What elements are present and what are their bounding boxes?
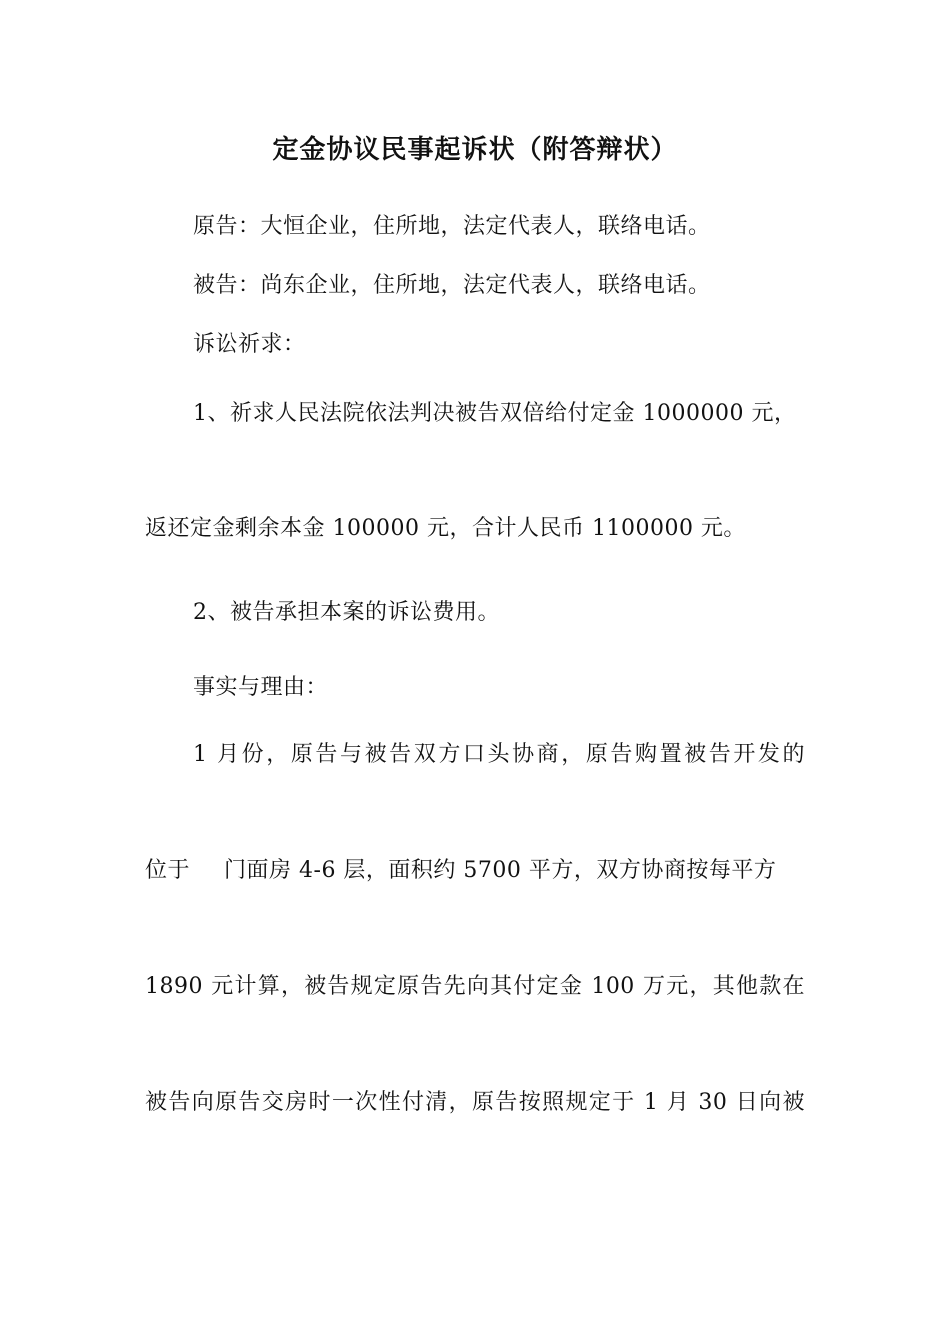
facts-line-2: [145, 856, 776, 886]
facts-heading: 事实与理由：: [193, 675, 329, 700]
claim-1-line-2: 返还定金剩余本金 100000 元，合计人民币 1100000 元。: [145, 516, 746, 541]
facts-line-2-location-label: 位于: [145, 858, 191, 883]
facts-line-4: 被告向原告交房时一次性付清，原告按照规定于 1 月 30 日向被: [145, 1090, 805, 1115]
facts-line-2-details: 门面房 4-6 层，面积约 5700 平方，双方协商按每平方: [224, 858, 777, 883]
facts-line-3: 1890 元计算，被告规定原告先向其付定金 100 万元，其他款在: [145, 974, 805, 999]
claim-1-line-1: 1、祈求人民法院依法判决被告双倍给付定金 1000000 元，: [193, 401, 797, 426]
claim-2-line: 2、被告承担本案的诉讼费用。: [193, 600, 500, 625]
defendant-line: 被告：尚东企业，住所地，法定代表人，联络电话。: [193, 273, 711, 298]
plaintiff-line: 原告：大恒企业，住所地，法定代表人，联络电话。: [193, 214, 711, 239]
facts-line-1: 1 月份，原告与被告双方口头协商，原告购置被告开发的: [193, 742, 805, 767]
document-title: 定金协议民事起诉状（附答辩状）: [272, 135, 678, 165]
claims-heading: 诉讼祈求：: [193, 332, 306, 357]
